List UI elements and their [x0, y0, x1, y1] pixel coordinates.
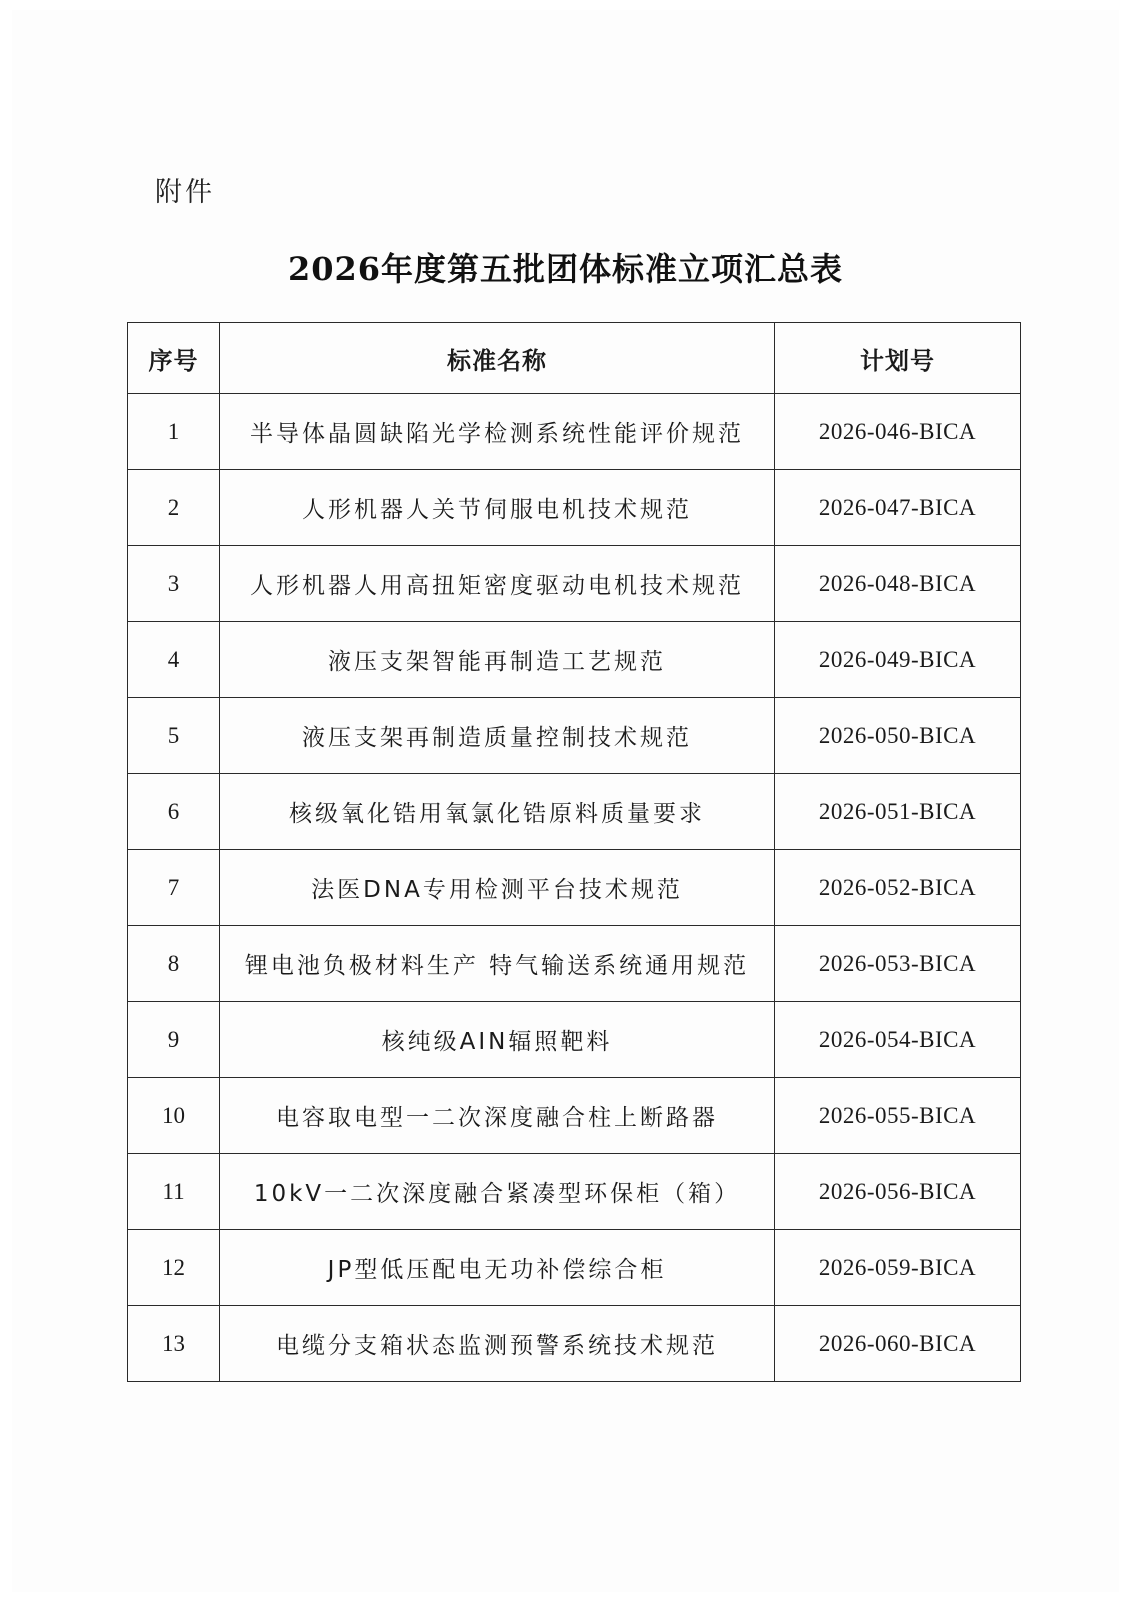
row-plan-number: 2026-050-BICA — [775, 698, 1021, 774]
row-seq: 12 — [128, 1230, 220, 1306]
row-plan-number: 2026-049-BICA — [775, 622, 1021, 698]
table-row — [128, 698, 1021, 774]
row-seq: 13 — [128, 1306, 220, 1382]
row-standard-name: 10kV一二次深度融合紧凑型环保柜（箱） — [220, 1154, 775, 1230]
table-row — [128, 622, 1021, 698]
row-standard-name: 核级氧化锆用氧氯化锆原料质量要求 — [220, 774, 775, 850]
row-seq: 9 — [128, 1002, 220, 1078]
table-row — [128, 546, 1021, 622]
row-seq: 5 — [128, 698, 220, 774]
table-row — [128, 1230, 1021, 1306]
row-plan-number: 2026-055-BICA — [775, 1078, 1021, 1154]
table-row — [128, 1002, 1021, 1078]
table-row — [128, 1154, 1021, 1230]
table-header-row — [128, 323, 1021, 394]
row-plan-number: 2026-053-BICA — [775, 926, 1021, 1002]
row-plan-number: 2026-059-BICA — [775, 1230, 1021, 1306]
row-standard-name: 液压支架再制造质量控制技术规范 — [220, 698, 775, 774]
standards-summary-table — [127, 322, 1021, 1382]
row-seq: 1 — [128, 394, 220, 470]
row-standard-name: 核纯级AIN辐照靶料 — [220, 1002, 775, 1078]
table-row — [128, 1306, 1021, 1382]
row-standard-name: 人形机器人关节伺服电机技术规范 — [220, 470, 775, 546]
row-standard-name: 电缆分支箱状态监测预警系统技术规范 — [220, 1306, 775, 1382]
row-standard-name: 电容取电型一二次深度融合柱上断路器 — [220, 1078, 775, 1154]
row-standard-name: 人形机器人用高扭矩密度驱动电机技术规范 — [220, 546, 775, 622]
row-seq: 2 — [128, 470, 220, 546]
row-seq: 10 — [128, 1078, 220, 1154]
row-standard-name: 液压支架智能再制造工艺规范 — [220, 622, 775, 698]
row-standard-name: JP型低压配电无功补偿综合柜 — [220, 1230, 775, 1306]
row-plan-number: 2026-046-BICA — [775, 394, 1021, 470]
table-body — [128, 394, 1021, 1382]
row-plan-number: 2026-051-BICA — [775, 774, 1021, 850]
table-row — [128, 774, 1021, 850]
header-seq: 序号 — [128, 323, 220, 394]
row-seq: 8 — [128, 926, 220, 1002]
row-plan-number: 2026-052-BICA — [775, 850, 1021, 926]
header-name: 标准名称 — [220, 323, 775, 394]
row-seq: 11 — [128, 1154, 220, 1230]
row-standard-name: 法医DNA专用检测平台技术规范 — [220, 850, 775, 926]
row-seq: 3 — [128, 546, 220, 622]
document-title: 2026年度第五批团体标准立项汇总表 — [287, 250, 844, 288]
row-standard-name: 半导体晶圆缺陷光学检测系统性能评价规范 — [220, 394, 775, 470]
row-plan-number: 2026-054-BICA — [775, 1002, 1021, 1078]
row-seq: 6 — [128, 774, 220, 850]
table-row — [128, 394, 1021, 470]
row-standard-name: 锂电池负极材料生产 特气输送系统通用规范 — [220, 926, 775, 1002]
row-plan-number: 2026-048-BICA — [775, 546, 1021, 622]
attachment-label: 附件 — [155, 177, 215, 208]
header-plan: 计划号 — [775, 323, 1021, 394]
table-row — [128, 470, 1021, 546]
row-plan-number: 2026-047-BICA — [775, 470, 1021, 546]
table-row — [128, 926, 1021, 1002]
row-seq: 4 — [128, 622, 220, 698]
table-row — [128, 850, 1021, 926]
row-plan-number: 2026-056-BICA — [775, 1154, 1021, 1230]
table-row — [128, 1078, 1021, 1154]
row-plan-number: 2026-060-BICA — [775, 1306, 1021, 1382]
row-seq: 7 — [128, 850, 220, 926]
